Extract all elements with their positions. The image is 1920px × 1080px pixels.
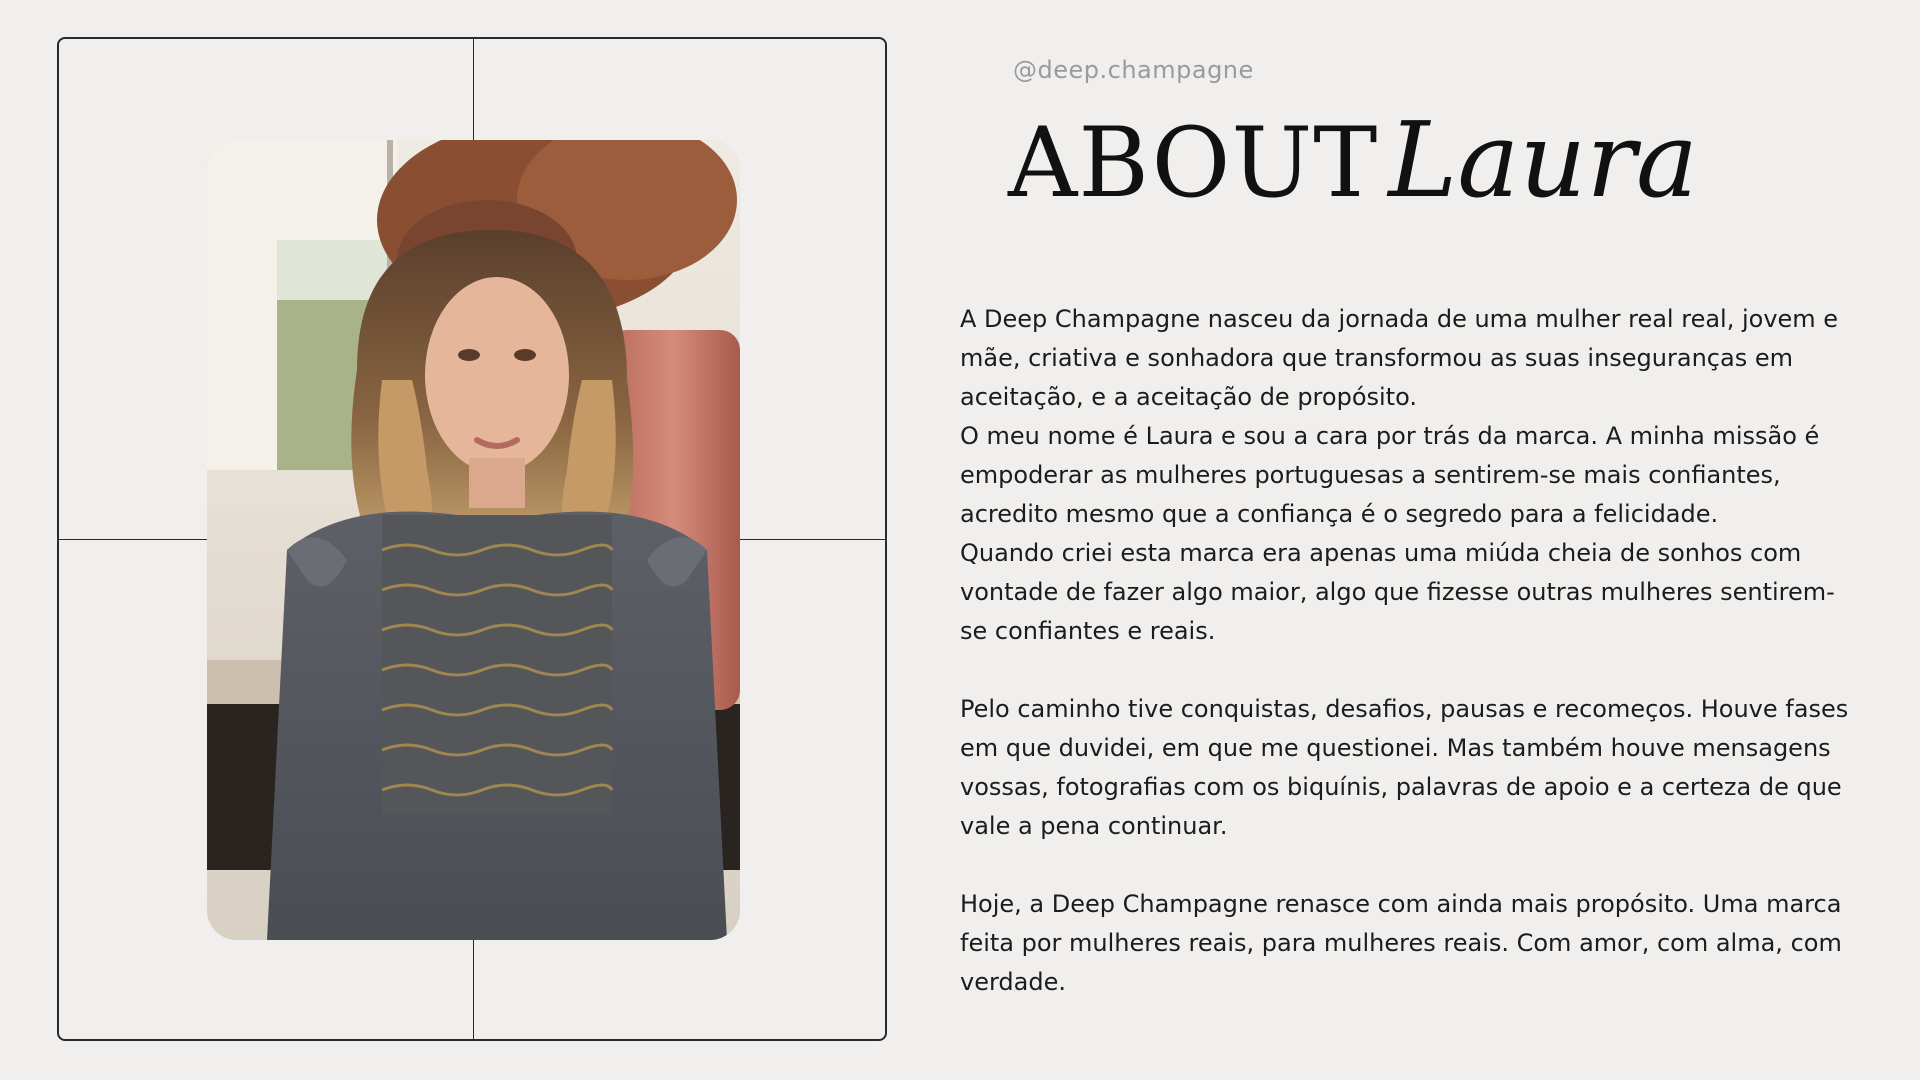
paragraph: Quando criei esta marca era apenas uma miúda cheia de sonhos com vontade de fazer algo maior, algo que fizesse outras mulheres sentirem-se confiantes e reais. xyxy=(960,539,1835,645)
title-main: ABOUT xyxy=(1008,107,1379,219)
portrait-illustration xyxy=(207,140,740,940)
paragraph: O meu nome é Laura e sou a cara por trás da marca. A minha missão é empoderar as mulheres portuguesas a sentirem-se mais confiantes, acredito mesmo que a confiança é o segredo para a felicidade. xyxy=(960,422,1820,528)
paragraph: Hoje, a Deep Champagne renasce com ainda mais propósito. Uma marca feita por mulheres reais, para mulheres reais. Com amor, com alma, com verdade. xyxy=(960,890,1842,996)
portrait-photo xyxy=(207,140,740,940)
title-script: Laura xyxy=(1388,99,1699,221)
social-handle: @deep.champagne xyxy=(1013,56,1254,84)
paragraph: A Deep Champagne nasceu da jornada de uma mulher real real, jovem e mãe, criativa e sonhadora que transformou as suas inseguranças em aceitação, e a aceitação de propósito. xyxy=(960,305,1839,411)
page-title xyxy=(1008,99,1699,221)
paragraph: Pelo caminho tive conquistas, desafios, pausas e recomeços. Houve fases em que duvidei, em que me questionei. Mas também houve mensagens vossas, fotografias com os biquínis, palavras de apoio e a certeza de que vale a pena continuar. xyxy=(960,695,1849,840)
about-text xyxy=(960,300,1860,1002)
